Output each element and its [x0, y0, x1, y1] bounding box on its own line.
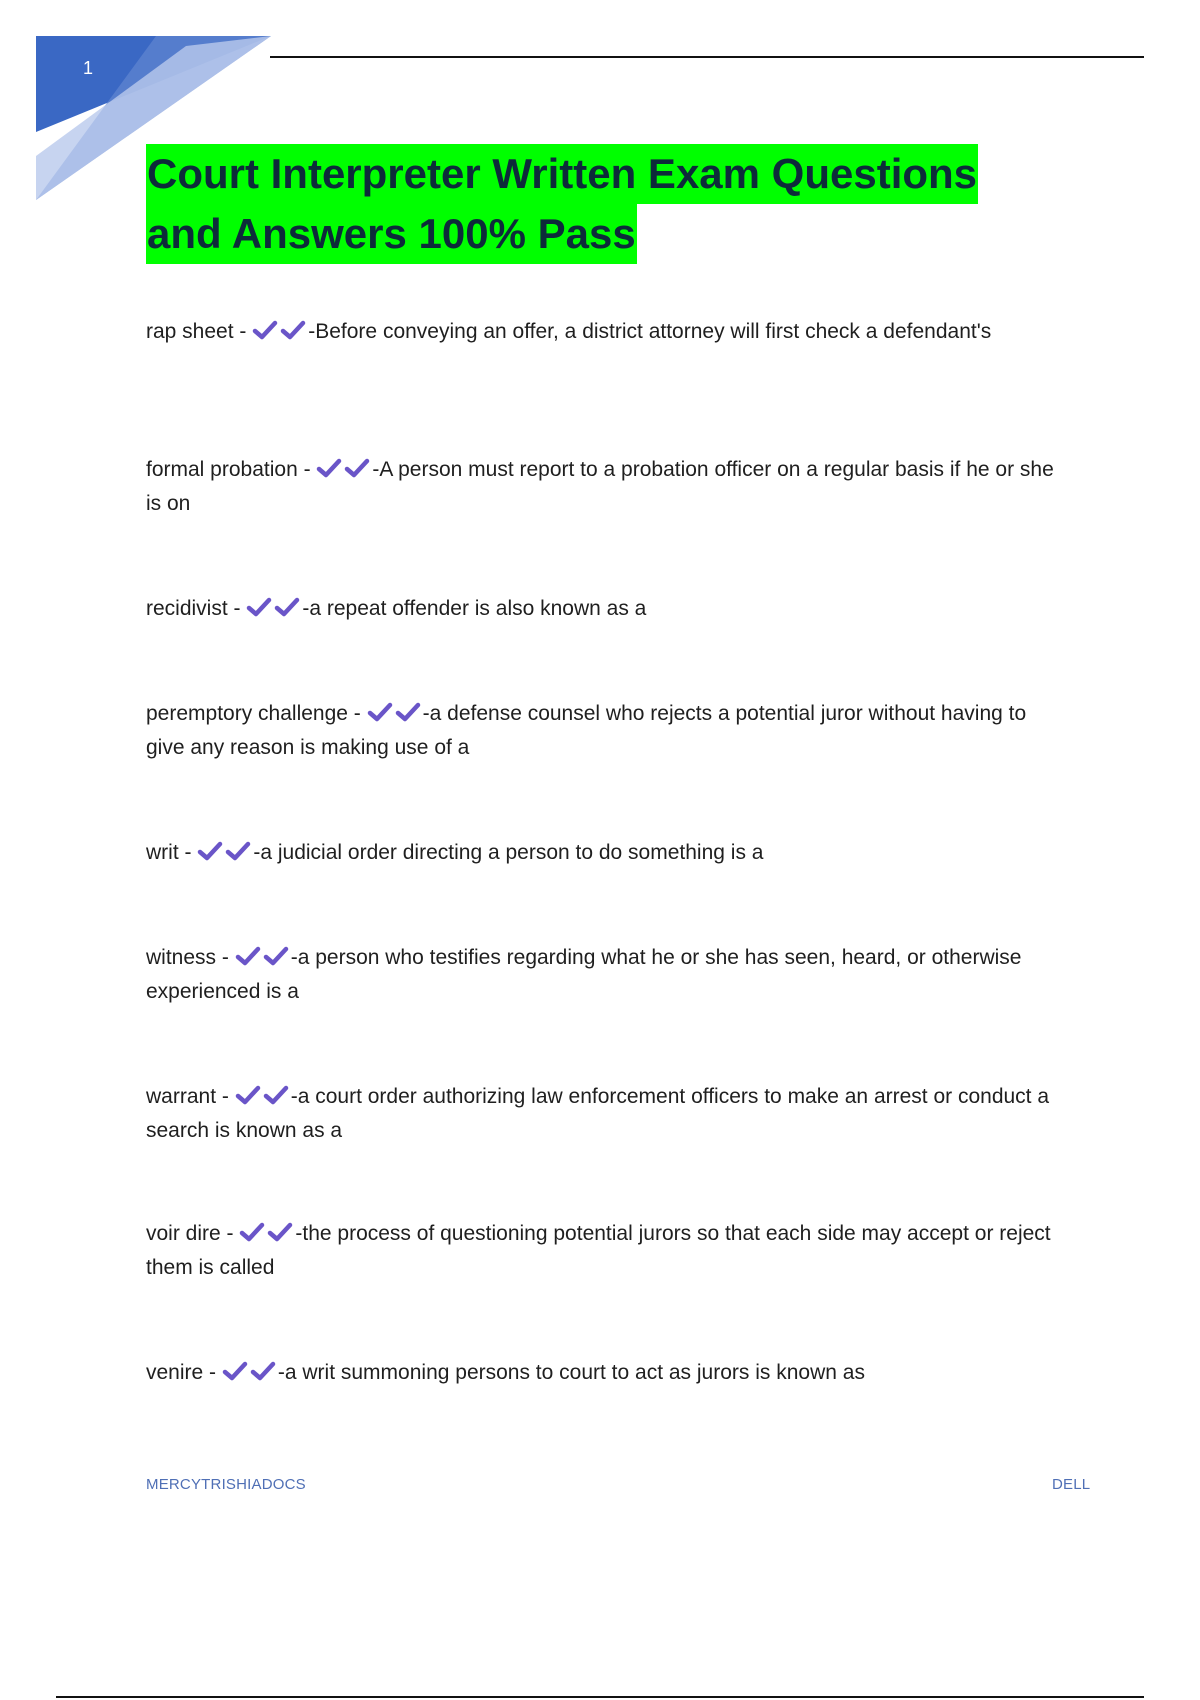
check-icon: [197, 839, 225, 861]
qa-separator: -: [233, 320, 253, 343]
footer-rule: [56, 1696, 1144, 1698]
qa-question: A person must report to a probation officer on a regular basis if he or she is on: [146, 458, 1054, 515]
check-icon: [235, 944, 263, 966]
qa-separator: -: [220, 1222, 240, 1245]
qa-answer-prefix: -: [302, 597, 310, 620]
qa-item: [146, 941, 1066, 1009]
qa-item: [146, 315, 1066, 349]
qa-separator: -: [216, 946, 235, 969]
check-icon: [316, 456, 344, 478]
qa-question: a defense counsel who rejects a potential juror without having to give any reason is making use of a: [146, 702, 1027, 759]
qa-item: [146, 1356, 1066, 1390]
qa-question: Before conveying an offer, a district attorney will first check a defendant's: [315, 320, 992, 343]
check-icon: [235, 1083, 263, 1105]
header-rule: [270, 56, 1144, 58]
qa-term: recidivist: [146, 597, 228, 620]
qa-item: [146, 697, 1066, 765]
qa-question: a person who testifies regarding what he or she has seen, heard, or otherwise experienced is a: [146, 946, 1022, 1003]
check-icon: [246, 595, 274, 617]
check-icon: [344, 456, 372, 478]
qa-answer-prefix: -: [277, 1361, 285, 1384]
qa-question: a judicial order directing a person to do something is a: [260, 841, 764, 864]
qa-answer-prefix: -: [290, 1085, 298, 1108]
qa-item: [146, 1217, 1066, 1285]
qa-term: formal probation: [146, 458, 298, 481]
qa-separator: -: [203, 1361, 222, 1384]
check-icon: [267, 1220, 295, 1242]
qa-separator: -: [227, 597, 247, 620]
qa-item: [146, 1080, 1066, 1148]
check-icon: [367, 700, 395, 722]
qa-term: peremptory challenge: [146, 702, 348, 725]
check-icon: [395, 700, 423, 722]
qa-term: writ: [146, 841, 179, 864]
check-icon: [263, 1083, 291, 1105]
qa-item: [146, 592, 1066, 626]
footer-author: MERCYTRISHIADOCS: [146, 1476, 306, 1493]
title-line: Court Interpreter Written Exam Questions: [146, 144, 978, 204]
check-icon: [239, 1220, 267, 1242]
check-icon: [252, 318, 280, 340]
check-icon: [274, 595, 302, 617]
qa-term: voir dire: [146, 1222, 221, 1245]
qa-question: a writ summoning persons to court to act as jurors is known as: [284, 1361, 865, 1384]
qa-answer-prefix: -: [290, 946, 298, 969]
check-icon: [225, 839, 253, 861]
check-icon: [263, 944, 291, 966]
qa-separator: -: [216, 1085, 235, 1108]
page-number: 1: [82, 58, 93, 78]
qa-separator: -: [297, 458, 317, 481]
qa-separator: -: [178, 841, 198, 864]
document-title: [146, 144, 1046, 264]
qa-separator: -: [347, 702, 367, 725]
qa-question: a repeat offender is also known as a: [309, 597, 647, 620]
qa-item: [146, 453, 1066, 521]
qa-answer-prefix: -: [308, 320, 316, 343]
qa-question: the process of questioning potential jurors so that each side may accept or reject them is called: [146, 1222, 1051, 1279]
qa-term: venire: [146, 1361, 204, 1384]
qa-answer-prefix: -: [372, 458, 380, 481]
qa-answer-prefix: -: [253, 841, 261, 864]
check-icon: [250, 1359, 278, 1381]
footer-device: DELL: [1052, 1476, 1091, 1493]
qa-answer-prefix: -: [295, 1222, 303, 1245]
check-icon: [222, 1359, 250, 1381]
title-line: and Answers 100% Pass: [146, 204, 637, 264]
qa-term: witness: [146, 946, 217, 969]
qa-term: warrant: [146, 1085, 217, 1108]
qa-answer-prefix: -: [422, 702, 430, 725]
check-icon: [280, 318, 308, 340]
qa-question: a court order authorizing law enforcement officers to make an arrest or conduct a search is known as a: [146, 1085, 1050, 1142]
qa-item: [146, 836, 1066, 870]
qa-term: rap sheet: [146, 320, 234, 343]
